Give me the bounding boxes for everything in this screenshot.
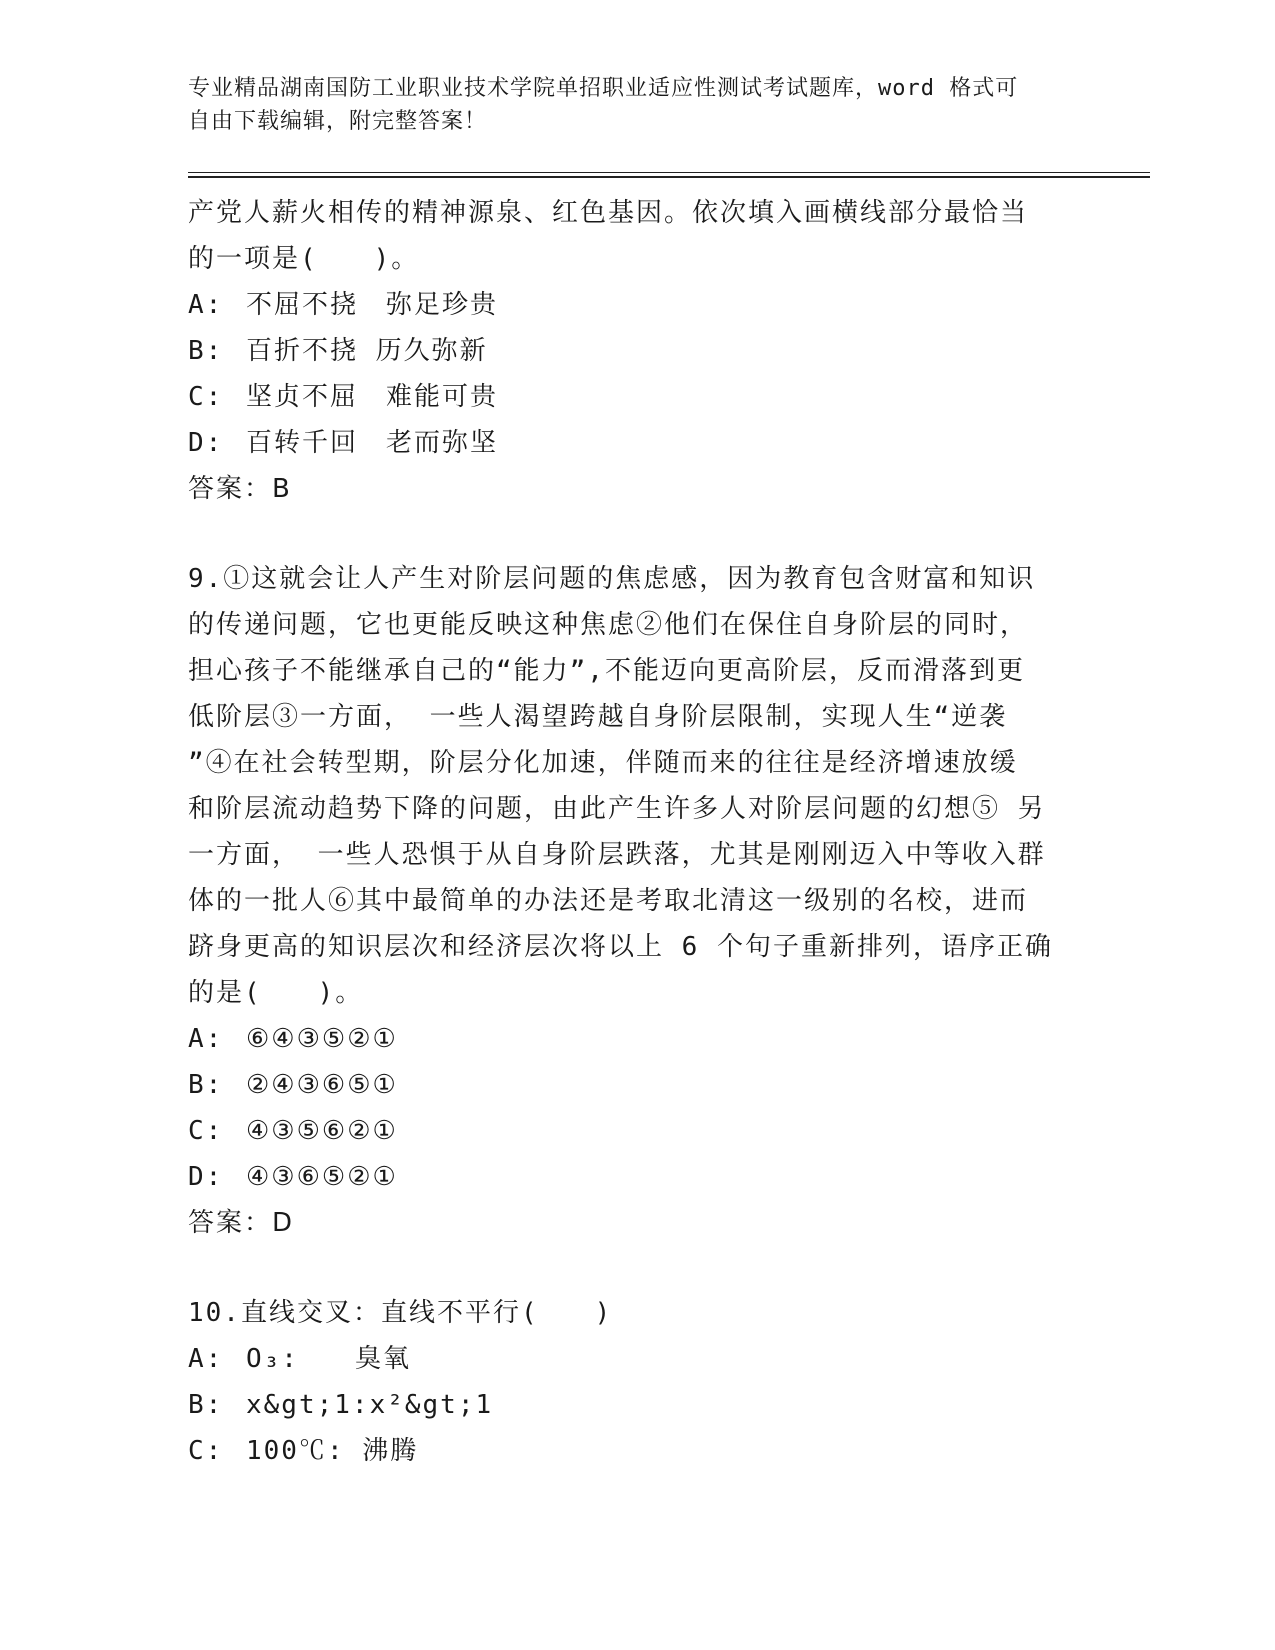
question-stem-line: 一方面， 一些人恐惧于从自身阶层跌落，尤其是刚刚迈入中等收入群	[188, 840, 1046, 870]
option-c	[188, 1428, 1068, 1474]
question-stem-line: 跻身更高的知识层次和经济层次将以上 6 个句子重新排列，语序正确	[188, 932, 1053, 962]
question-stem-line: 10.直线交叉：直线不平行( )	[188, 1298, 613, 1328]
option-text: 不屈不挠 弥足珍贵	[246, 290, 499, 320]
option-a	[188, 1016, 1068, 1062]
option-b	[188, 328, 1068, 374]
option-b	[188, 1062, 1068, 1108]
question-stem-line: 的是( )。	[188, 978, 364, 1008]
spacer	[188, 512, 1068, 556]
option-text: 100℃: 沸腾	[246, 1436, 419, 1466]
option-b	[188, 1382, 1068, 1428]
option-text: 百转千回 老而弥坚	[246, 428, 499, 458]
option-text: 坚贞不屈 难能可贵	[246, 382, 499, 412]
option-a	[188, 282, 1068, 328]
option-key: B:	[188, 1070, 224, 1100]
question-10	[188, 1290, 1068, 1474]
header-line-1: 专业精品湖南国防工业职业技术学院单招职业适应性测试考试题库，word 格式可	[188, 76, 1019, 101]
answer-line: 答案：B	[188, 474, 292, 504]
question-stem-line: ”④在社会转型期，阶层分化加速，伴随而来的往往是经济增速放缓	[188, 748, 1018, 778]
option-key: C:	[188, 382, 224, 412]
question-stem-line: 担心孩子不能继承自己的“能力”,不能迈向更高阶层，反而滑落到更	[188, 656, 1025, 686]
option-key: A:	[188, 290, 224, 320]
option-key: B:	[188, 336, 224, 366]
header-rule-thin	[188, 172, 1150, 173]
question-stem-line: 体的一批人⑥其中最简单的办法还是考取北清这一级别的名校，进而	[188, 886, 1029, 916]
header-rule-thick	[188, 176, 1150, 178]
option-text: ②④③⑥⑤①	[246, 1070, 398, 1100]
question-stem-line: 产党人薪火相传的精神源泉、红色基因。依次填入画横线部分最恰当	[188, 198, 1029, 228]
option-text: O₃: 臭氧	[246, 1344, 411, 1374]
option-key: B:	[188, 1390, 224, 1420]
option-key: D:	[188, 428, 224, 458]
document-header	[188, 72, 1068, 138]
option-c	[188, 1108, 1068, 1154]
option-d	[188, 1154, 1068, 1200]
option-c	[188, 374, 1068, 420]
option-text: ⑥④③⑤②①	[246, 1024, 398, 1054]
option-key: C:	[188, 1116, 224, 1146]
question-stem-line: 低阶层③一方面， 一些人渴望跨越自身阶层限制，实现人生“逆袭	[188, 702, 1008, 732]
option-d	[188, 420, 1068, 466]
option-text: ④③⑤⑥②①	[246, 1116, 398, 1146]
option-key: A:	[188, 1024, 224, 1054]
question-stem-line: 的传递问题，它也更能反映这种焦虑②他们在保住自身阶层的同时，	[188, 610, 1029, 640]
option-text: ④③⑥⑤②①	[246, 1162, 398, 1192]
option-key: A:	[188, 1344, 224, 1374]
option-text: 百折不挠 历久弥新	[246, 336, 488, 366]
option-a	[188, 1336, 1068, 1382]
option-key: C:	[188, 1436, 224, 1466]
question-9	[188, 556, 1068, 1246]
document-body	[188, 190, 1068, 1474]
question-stem-line: 和阶层流动趋势下降的问题，由此产生许多人对阶层问题的幻想⑤ 另	[188, 794, 1046, 824]
spacer	[188, 1246, 1068, 1290]
option-text: x&gt;1:x²&gt;1	[246, 1390, 494, 1420]
question-stem-line: 9.①这就会让人产生对阶层问题的焦虑感，因为教育包含财富和知识	[188, 564, 1036, 594]
answer-line: 答案：D	[188, 1208, 295, 1238]
header-line-2: 自由下载编辑，附完整答案！	[188, 109, 488, 134]
question-stem-line: 的一项是( )。	[188, 244, 420, 274]
question-8	[188, 190, 1068, 512]
option-key: D:	[188, 1162, 224, 1192]
